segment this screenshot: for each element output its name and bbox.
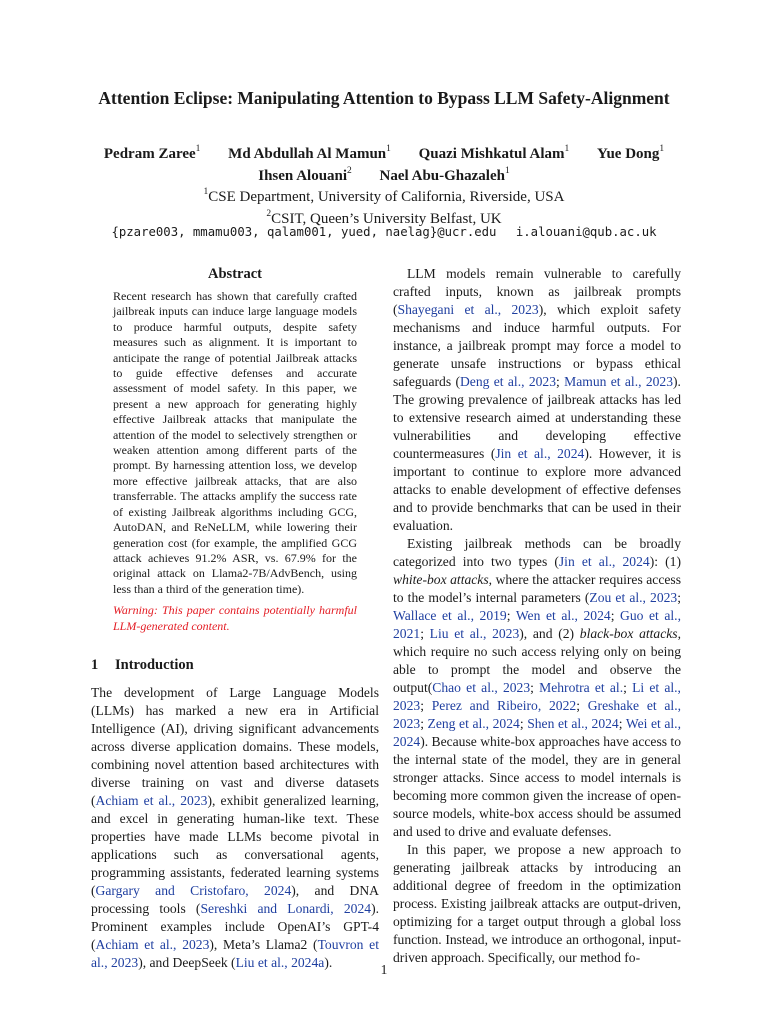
abstract-heading: Abstract xyxy=(208,266,262,282)
affiliation: $^1$CSE Department, University of California, Riverside, USA xyxy=(203,187,565,205)
citation-link[interactable]: Jin et al., 2024 xyxy=(558,554,650,569)
citation-link[interactable]: Li et al., 2023 xyxy=(393,680,681,713)
body-paragraph: Existing jailbreak methods can be broadly categorized into two types (Jin et al., 2024): (1) white-box attacks, where the attacker requires access to the model’s internal parameters (Zou et al., 2023; Wallace et al., 2019; Wen et al., 2024; Guo et al., 2021; Liu et al., 2023), and (2) black-box attacks, which require no such access relying only on being able to prompt the model and observe the output(Chao et al., 2023; Mehrotra et al.; Li et al., 2023; Perez and Ribeiro, 2022; Greshake et al., 2023; Zeng et al., 2024; Shen et al., 2024; Wei et al., 2024). Because white-box approaches have access to the internal state of the model, they are in general stronger attacks. Since access to model internals is becoming more common given the increase of open-source models, white-box access should be assumed and used to drive and evaluate defenses. xyxy=(393,536,681,839)
citation-link[interactable]: Mamun et al., 2023 xyxy=(564,374,674,389)
affiliation: $^2$CSIT, Queen’s University Belfast, UK xyxy=(266,209,502,227)
citation-link[interactable]: Liu et al., 2023 xyxy=(429,626,520,641)
citation-link[interactable]: Sereshki and Lonardi, 2024 xyxy=(200,900,372,916)
author: Yue Dong$^1$ xyxy=(596,144,665,162)
author-list xyxy=(0,141,768,185)
author-emails xyxy=(0,225,768,239)
citation-link[interactable]: Achiam et al., 2023 xyxy=(95,792,208,808)
body-paragraph: In this paper, we propose a new approach to generating jailbreak attacks by introducing an additional degree of freedom in the optimization process. Existing jailbreak attacks are output-driven, optimizing for a target output through a global loss function. Instead, we introduce an orthogonal, input-driven approach. Specifically, our method fo- xyxy=(393,842,681,965)
citation-link[interactable]: Mehrotra et al. xyxy=(539,680,624,695)
citation-link[interactable]: Shayegani et al., 2023 xyxy=(397,302,539,317)
citation-link[interactable]: Wen et al., 2024 xyxy=(515,608,611,623)
abstract-text: Recent research has shown that carefully crafted jailbreak inputs can induce large language models to produce harmful outputs, despite safety measures such as alignment. It is important to anticipate the range of potential Jailbreak attacks to guide effective defenses and accurate assessment of model safety. In this paper, we present a new approach for generating highly effective Jailbreak attacks that manipulate the attention of the model to selectively strengthen or weaken attention among different parts of the prompt. By harnessing attention loss, we develop more effective jailbreak attacks, that are also transferrable. The attacks amplify the success rate of existing Jailbreak algorithms including GCG, AutoDAN, and ReNeLLM, while lowering their generation cost (for example, the amplified GCG attack achieves 91.2% ASR, vs. 67.9% for the original attack on Llama2-7B/AdvBench, using less than a third of the generation time). xyxy=(113,289,357,596)
email: i.alouani@qub.ac.uk xyxy=(515,225,657,239)
right-column xyxy=(393,265,681,967)
intro-paragraph: The development of Large Language Models (LLMs) has marked a new era in Artificial Intelligence (AI), driving significant advancements across diverse application domains. These models, combining novel attention based architectures with diverse training on vast and diverse datasets (Achiam et al., 2023), exhibit generalized learning, and excel in generating human-like text. These properties have made LLMs become pivotal in applications such as conversational agents, programming assistants, federated learning systems (Gargary and Cristofaro, 2024), and DNA processing tools (Sereshki and Lonardi, 2024). Prominent examples include OpenAI’s GPT-4 (Achiam et al., 2023), Meta’s Llama2 (Touvron et al., 2023), and DeepSeek (Liu et al., 2024a). xyxy=(91,684,379,970)
author: Quazi Mishkatul Alam$^1$ xyxy=(418,144,570,162)
citation-link[interactable]: Wallace et al., 2019 xyxy=(393,608,507,623)
citation-link[interactable]: Achiam et al., 2023 xyxy=(95,936,210,952)
left-column xyxy=(91,265,379,972)
affiliations xyxy=(0,184,768,228)
citation-link[interactable]: Liu et al., 2024a xyxy=(235,954,325,970)
section-heading: 1 Introduction xyxy=(91,656,194,673)
citation-link[interactable]: Shen et al., 2024 xyxy=(527,716,619,731)
body-paragraph: LLM models remain vulnerable to carefully crafted inputs, known as jailbreak prompts (Shayegani et al., 2023), which exploit safety mechanisms and induce harmful outputs. For instance, a jailbreak prompt may force a model to generate unsafe instructions or bypass ethical safeguards (Deng et al., 2023; Mamun et al., 2023). The growing prevalence of jailbreak attacks has led to extensive research aimed at understanding these vulnerabilities and developing effective countermeasures (Jin et al., 2024). However, it is important to continue to explore more advanced attacks to enable development of effective defenses and to provide benchmarks that can be used in their evaluation. xyxy=(393,266,682,533)
abstract xyxy=(91,289,379,634)
author-line-2 xyxy=(0,163,768,185)
citation-link[interactable]: Touvron et al., 2023 xyxy=(91,936,379,970)
author: Ihsen Alouani$^2$ xyxy=(258,166,352,184)
citation-link[interactable]: Jin et al., 2024 xyxy=(495,446,585,461)
citation-link[interactable]: Chao et al., 2023 xyxy=(432,680,531,695)
author: Pedram Zaree$^1$ xyxy=(103,144,201,162)
author: Md Abdullah Al Mamun$^1$ xyxy=(228,144,391,162)
citation-link[interactable]: Perez and Ribeiro, 2022 xyxy=(431,698,577,713)
citation-link[interactable]: Gargary and Cristofaro, 2024 xyxy=(95,882,292,898)
citation-link[interactable]: Wei et al., 2024 xyxy=(393,716,681,749)
citation-link[interactable]: Zou et al., 2023 xyxy=(589,590,678,605)
citation-link[interactable]: Greshake et al., 2023 xyxy=(393,698,681,731)
author: Nael Abu-Ghazaleh$^1$ xyxy=(379,166,510,184)
citation-link[interactable]: Zeng et al., 2024 xyxy=(427,716,520,731)
author-line-1 xyxy=(0,141,768,163)
citation-link[interactable]: Deng et al., 2023 xyxy=(459,374,557,389)
email: {pzare003, mmamu003, qalam001, yued, naelag}@ucr.edu xyxy=(111,225,497,239)
page-number: 1 xyxy=(380,962,388,977)
paper-title: Attention Eclipse: Manipulating Attention to Bypass LLM Safety-Alignment xyxy=(98,88,670,108)
content-warning: Warning: This paper contains potentially harmful LLM-generated content. xyxy=(113,603,357,633)
citation-link[interactable]: Guo et al., 2021 xyxy=(393,608,681,641)
